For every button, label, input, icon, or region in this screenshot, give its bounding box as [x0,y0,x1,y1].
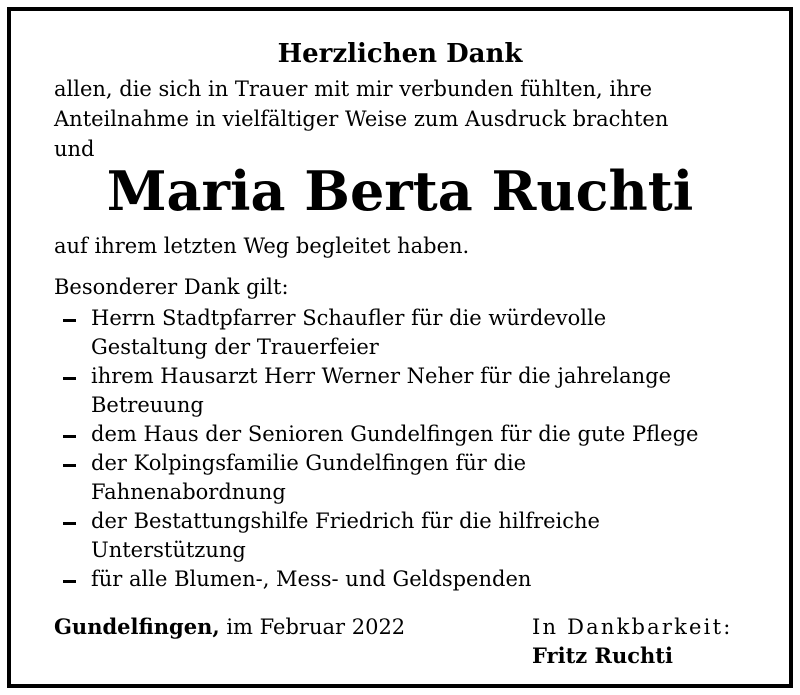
thanks-item [54,362,774,420]
thanks-item [54,507,774,565]
dash-bullet [63,464,76,467]
thanks-item-line: für alle Blumen-, Mess- und Geldspenden [91,567,532,591]
deceased-name: Maria Berta Ruchti [106,159,694,223]
intro-line: allen, die sich in Trauer mit mir verbunden fühlten, ihre [54,77,653,101]
thanks-item-line: der Kolpingsfamilie Gundelfingen für die [91,451,527,475]
dash-bullet [63,377,76,380]
obituary-thank-you-notice [7,7,793,688]
thanks-item-line: Betreuung [91,393,204,417]
intro-line: und [54,137,95,161]
date-text: im Februar 2022 [219,615,406,639]
dash-bullet [63,580,76,583]
thanks-item [54,420,774,449]
thanks-item-line: Herrn Stadtpfarrer Schaufler für die würdevolle [91,306,607,330]
closing-phrase: In Dankbarkeit: [532,615,733,639]
thanks-item-line: ihrem Hausarzt Herr Werner Neher für die jahrelange [91,364,672,388]
notice-heading: Herzlichen Dank [277,39,523,69]
thanks-item-line: Gestaltung der Trauerfeier [91,335,379,359]
dash-bullet [63,319,76,322]
place-and-date [54,612,405,642]
dash-bullet [63,522,76,525]
intro-line: Anteilnahme in vielfältiger Weise zum Ausdruck brachten [54,107,669,131]
thanks-item [54,565,774,594]
thanks-item-line: Unterstützung [91,538,246,562]
thanks-item-line: der Bestattungshilfe Friedrich für die hilfreiche [91,509,600,533]
dash-bullet [63,435,76,438]
thanks-item [54,304,774,362]
intro-text [54,74,774,164]
special-thanks-list [54,304,774,594]
thanks-item [54,449,774,507]
place-name: Gundelfingen, [54,614,220,639]
escort-line: auf ihrem letzten Weg begleitet haben. [54,234,470,258]
thanks-item-line: Fahnenabordnung [91,480,286,504]
thanks-item-line: dem Haus der Senioren Gundelfingen für die gute Pflege [91,422,699,446]
signer-name: Fritz Ruchti [532,643,673,668]
special-thanks-intro: Besonderer Dank gilt: [54,275,289,299]
